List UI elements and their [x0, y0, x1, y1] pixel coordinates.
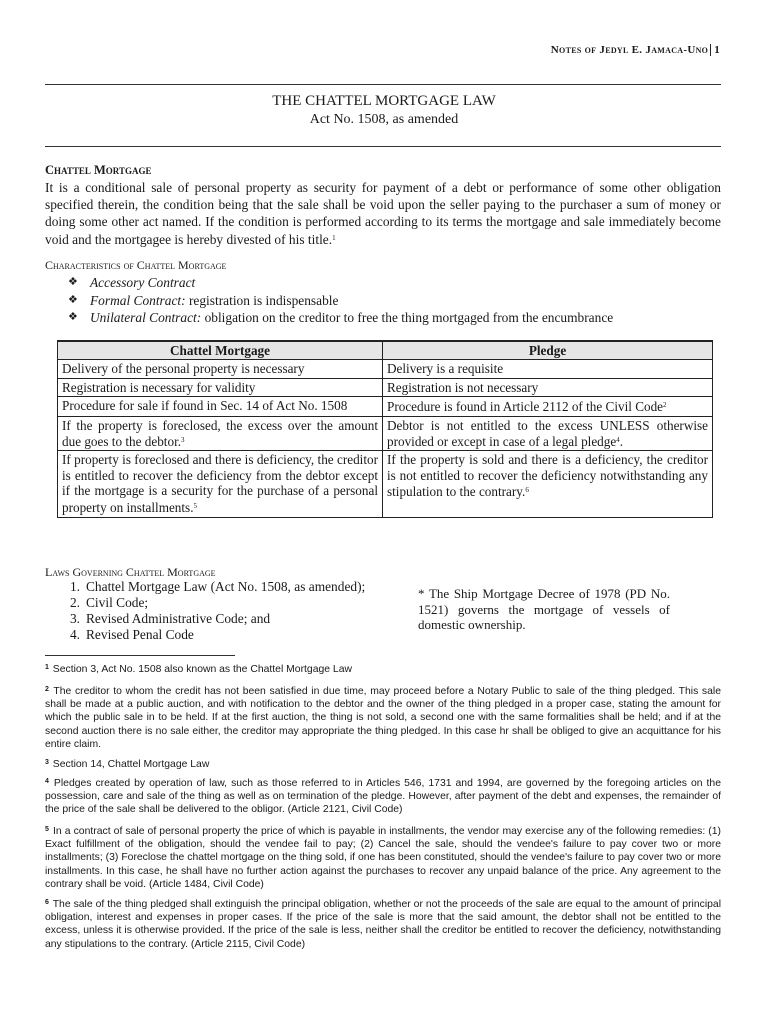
diamond-bullet-icon: ❖ — [68, 293, 78, 306]
footnote-ref: 1 — [332, 234, 336, 242]
cell-text: If the property is sold and there is a deficiency, the creditor is not entitled to recover the deficiency notwithstanding any stipulation to the contrary. — [387, 452, 708, 500]
definition-heading: Chattel Mortgage — [45, 163, 152, 177]
cm-cell — [58, 397, 383, 416]
characteristics-heading: Characteristics of Chattel Mortgage — [45, 258, 227, 272]
footnote-number: 4 — [45, 778, 49, 785]
title-top-rule — [45, 84, 721, 85]
title-bottom-rule — [45, 146, 721, 147]
pledge-cell — [383, 397, 713, 416]
cell-text: Registration is necessary for validity — [62, 379, 256, 395]
header-pledge: Pledge — [383, 341, 713, 360]
item-term: Formal Contract: — [90, 292, 186, 308]
item-text: Revised Administrative Code; and — [86, 611, 271, 626]
item-number: 4. — [69, 627, 80, 642]
footnote-number: 6 — [45, 899, 49, 906]
item-text: Chattel Mortgage Law (Act No. 1508, as amended); — [86, 579, 366, 594]
list-item — [50, 595, 365, 611]
footnote-ref: 3 — [181, 436, 185, 445]
header-author: Notes of Jedyl E. Jamaca-Uno — [550, 44, 709, 56]
pledge-cell — [383, 360, 713, 378]
item-term: Accessory Contract — [90, 275, 196, 290]
footnote-separator — [45, 655, 235, 656]
diamond-bullet-icon: ❖ — [68, 276, 78, 288]
characteristics-list — [68, 274, 613, 327]
cm-cell — [58, 360, 383, 378]
period: . — [619, 434, 624, 450]
table-row — [58, 360, 713, 378]
footnote-text: Pledges created by operation of law, such as those referred to in Articles 546, 1731 and 1994, are governed by the foregoing articles on the possession, care and sale of the thing as well as on termination of the pledge. However, after payment of the debt and expenses, the remainder of the price of the sale shall be delivered to the obligor. (Article 2121, Civil Code) — [45, 778, 721, 816]
laws-list — [50, 579, 365, 643]
document-title: THE CHATTEL MORTGAGE LAW — [272, 93, 496, 109]
cell-text: Procedure for sale if found in Sec. 14 of Act No. 1508 — [62, 398, 348, 414]
ship-mortgage-note: * The Ship Mortgage Decree of 1978 (PD No. 1521) governs the mortgage of vessels of domestic ownership. — [418, 586, 670, 632]
diamond-bullet-icon: ❖ — [68, 311, 78, 323]
footnote-number: 5 — [45, 826, 49, 833]
footnote — [45, 661, 721, 676]
item-number: 3. — [69, 611, 80, 626]
cm-cell — [58, 416, 383, 451]
footnote-number: 1 — [45, 664, 49, 671]
item-number: 1. — [69, 579, 80, 594]
item-desc: registration is indispensable — [185, 292, 339, 308]
cell-text: If the property is foreclosed, the excess over the amount due goes to the debtor. — [62, 417, 378, 450]
cell-text: Procedure is found in Article 2112 of the Civil Code — [387, 399, 664, 415]
footnote-ref: 5 — [193, 501, 197, 510]
item-term: Unilateral Contract: — [90, 310, 202, 325]
pledge-cell — [383, 416, 713, 451]
cm-cell — [58, 378, 383, 396]
comparison-table — [57, 340, 713, 518]
list-item — [68, 274, 613, 292]
item-text: Civil Code; — [86, 595, 149, 610]
footnote-number: 2 — [45, 686, 49, 693]
footnote-text: Section 14, Chattel Mortgage Law — [52, 759, 210, 770]
footnote-text: In a contract of sale of personal property the price of which is payable in installments, the vendor may exercise any of the following remedies: (1) Exact fulfillment of the obligation, should the vendee fail to pay; (2) Cancel the sale, should the vendee's failure to pay cover two or more installments; (3) Foreclose the chattel mortgage on the thing sold, if one has been constituted, should the vendee's failure to pay cover two or more installments. In this case, he shall have no further action against the purchases to recover any unpaid balance of the price. Any agreement to the contrary shall be void. (Article 1484, Civil Code) — [45, 826, 722, 890]
footnote-text: Section 3, Act No. 1508 also known as the Chattel Mortgage Law — [52, 664, 352, 675]
pledge-cell — [383, 378, 713, 396]
item-text: Revised Penal Code — [86, 627, 194, 642]
definition-text: It is a conditional sale of personal property as security for payment of a debt or performance of some other obligation specified therein, the condition being that the sale shall be void upon the seller paying to the purchaser a sum of money or doing some other act named. If the condition is performed according to its terms the mortgage and sale immediately become void and the mortgagee is hereby divested of his title. — [45, 180, 721, 247]
cell-text: Delivery of the personal property is necessary — [62, 361, 305, 377]
table-row — [58, 451, 713, 518]
list-item — [68, 309, 613, 327]
footnote-text: The creditor to whom the credit has not been satisfied in due time, may proceed before a Notary Public to sale of the thing pledged. This sale shall be made at a public auction, and with notification to the debtor and the owner of the thing pledged in a proper case, stating the amount for which the public sale in to be held. If at the first auction, the thing is not sold, a second one with the same formalities shall be held; and if at the second auction there is no sale either, the creditor may appropriate the thing pledged. In this case hr shall be obliged to give an acquittance for his entire claim. — [45, 686, 721, 750]
cell-text: Delivery is a requisite — [387, 361, 504, 377]
cell-text: If property is foreclosed and there is deficiency, the creditor is entitled to recover the deficiency from the debtor except if the mortgage is a security for the purchase of a personal property on installments. — [62, 452, 378, 515]
list-item — [68, 292, 613, 310]
footnote — [45, 896, 721, 951]
table-row — [58, 397, 713, 416]
list-item — [50, 611, 365, 627]
page-number: 1 — [710, 44, 720, 56]
item-number: 2. — [69, 595, 80, 610]
cell-text: Registration is not necessary — [387, 379, 539, 395]
footnote — [45, 683, 721, 751]
table-row — [58, 378, 713, 396]
cm-cell — [58, 451, 383, 518]
cell-text: Debtor is not entitled to the excess UNLESS otherwise provided or except in case of a legal pledge — [387, 417, 708, 450]
table-header-row — [58, 341, 713, 360]
footnote-ref: 4 — [616, 436, 620, 445]
footnote-ref: 2 — [663, 401, 667, 410]
table-row — [58, 416, 713, 451]
laws-heading: Laws Governing Chattel Mortgage — [45, 565, 216, 579]
footnote — [45, 775, 721, 817]
definition-paragraph — [45, 179, 721, 248]
list-item — [50, 579, 365, 595]
footnote-ref: 6 — [525, 486, 529, 495]
document-subtitle: Act No. 1508, as amended — [309, 112, 459, 127]
header-chattel-mortgage: Chattel Mortgage — [58, 341, 383, 360]
pledge-cell — [383, 451, 713, 518]
footnote — [45, 823, 721, 891]
footnote — [45, 756, 721, 771]
list-item — [50, 627, 365, 643]
footnote-text: The sale of the thing pledged shall extinguish the principal obligation, whether or not the proceeds of the sale are equal to the amount of principal obligation, interest and expenses in proper cases. If the price of the sale is more that the said amount, the debtor shall not be entitled to the excess, unless it is otherwise provided. If the price of the sale is less, neither shall the creditor be entitled to recover the deficiency, notwithstanding any stipulations to the contrary. (Article 2115, Civil Code) — [45, 899, 721, 950]
item-desc: obligation on the creditor to free the thing mortgaged from the encumbrance — [201, 310, 614, 325]
page-header — [551, 44, 720, 56]
footnote-number: 3 — [45, 759, 49, 766]
